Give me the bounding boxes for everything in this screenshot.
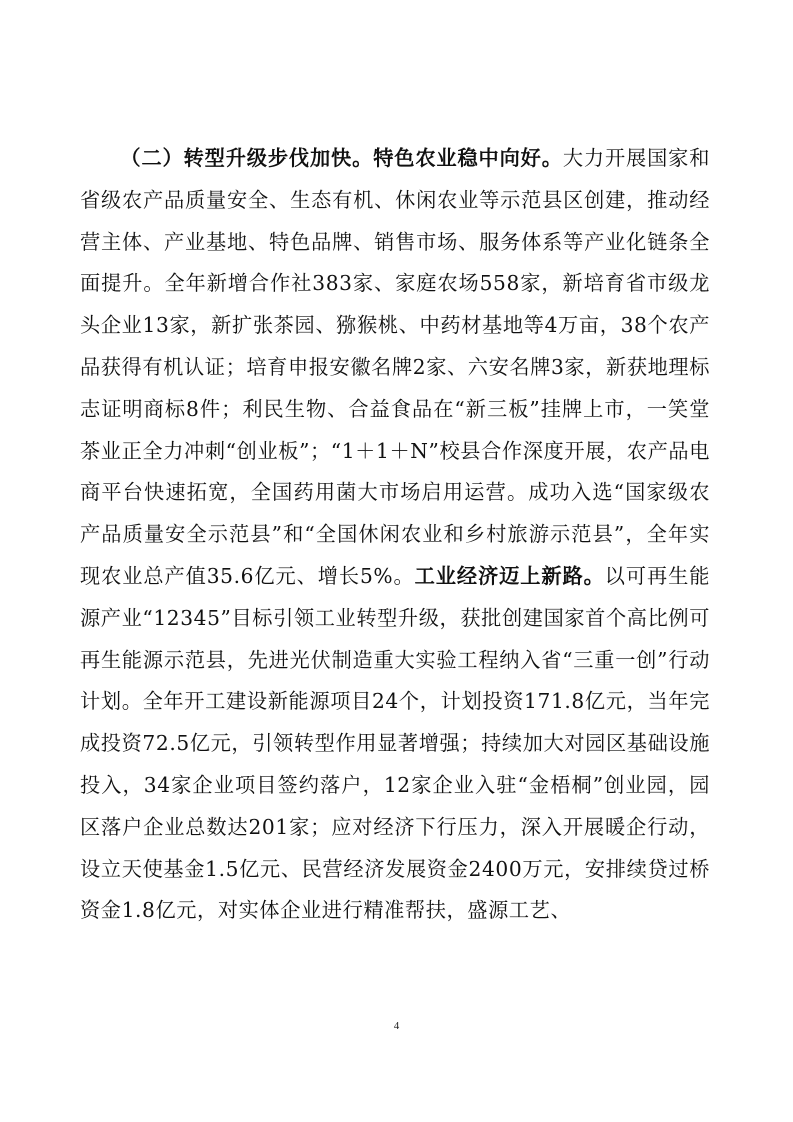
industry-text: 以可再生能源产业“12345”目标引领工业转型升级，获批创建国家首个高比例可再生能源示范县，先进光伏制造重大实验工程纳入省“三重一创”行动计划。全年开工建设新能源项目24个，计划投资171.8亿元，当年完成投资72.5亿元，引领转型作用显著增强；持续加大对园区基础设施投入，34家企业项目签约落户，12家企业入驻“金梧桐”创业园，园区落户企业总数达201家；应对经济下行压力，深入开展暖企行动，设立天使基金1.5亿元、民营经济发展资金2400万元，安排续贷过桥资金1.8亿元，对实体企业进行精准帮扶，盛源工艺、 — [80, 563, 710, 923]
body-text — [80, 138, 710, 932]
page-number: 4 — [393, 1020, 400, 1032]
subheading-agriculture: 特色农业稳中向好。 — [373, 146, 563, 170]
subheading-industry: 工业经济迈上新路。 — [414, 563, 605, 588]
paragraph — [80, 138, 710, 932]
section-heading: （二）转型升级步伐加快。 — [120, 146, 374, 170]
agriculture-text: 大力开展国家和省级农产品质量安全、生态有机、休闲农业等示范县区创建，推动经营主体、产业基地、特色品牌、销售市场、服务体系等产业化链条全面提升。全年新增合作社383家、家庭农场558家，新培育省市级龙头企业13家，新扩张茶园、猕猴桃、中药材基地等4万亩，38个农产品获得有机认证；培育申报安徽名牌2家、六安名牌3家，新获地理标志证明商标8件；利民生物、合益食品在“新三板”挂牌上市，一笑堂茶业正全力冲刺“创业板”；“1＋1＋N”校县合作深度开展，农产品电商平台快速拓宽，全国药用菌大市场启用运营。成功入选“国家级农产品质量安全示范县”和“全国休闲农业和乡村旅游示范县”，全年实现农业总产值35.6亿元、增长5%。 — [80, 146, 711, 588]
